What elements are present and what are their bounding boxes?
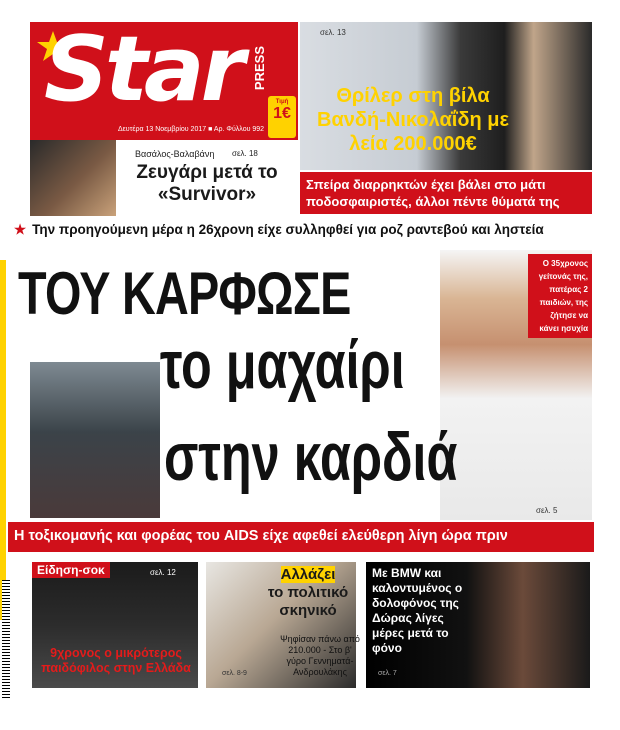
story-box-2-headline-b: το πολιτικό σκηνικό [267, 584, 349, 619]
story-box-2-page-ref: σελ. 8-9 [222, 670, 247, 677]
villa-page-ref: σελ. 13 [320, 28, 346, 37]
story-box-3-headline: Με BMW και καλοντυμένος ο δολοφόνος της Δώρας λίγες μέρες μετά το φόνο [372, 566, 463, 655]
masthead-logo: Star [44, 17, 241, 122]
price-value: 1€ [273, 105, 291, 122]
story-box-1-page-ref: σελ. 12 [150, 568, 176, 577]
lead-kicker-text: Την προηγούμενη μέρα η 26χρονη είχε συλληφθεί για ροζ ραντεβού και ληστεία [32, 222, 544, 237]
villa-subhead: Σπείρα διαρρηκτών έχει βάλει στο μάτι ποδοσφαιριστές, άλλοι πέντε θύματά της [306, 177, 560, 209]
price-label: Τιμή [275, 99, 289, 105]
lead-kicker [14, 222, 604, 238]
kicker-star-icon: ★ [14, 222, 27, 237]
story-box-2-sub: Ψηφίσαν πάνω από 210.000 - Στο β' γύρο Γεννηματά-Ανδρουλάκης [280, 634, 360, 677]
masthead-logo-sub: PRESS [252, 46, 267, 91]
story-box-1-headline: 9χρονος ο μικρότερος παιδόφιλος στην Ελλάδα [41, 646, 191, 675]
lead-subhead: Η τοξικομανής και φορέας του AIDS είχε αφεθεί ελεύθερη λίγη ώρα πριν [14, 528, 508, 544]
barcode [2, 580, 10, 700]
survivor-headline: Ζευγάρι μετά το «Survivor» [136, 162, 278, 205]
story-box-2-headline [262, 566, 354, 620]
story-box-2-headline-a: Αλλάζει [280, 566, 336, 583]
survivor-names: Βασάλος-Βαλαβάνη [135, 149, 215, 159]
suspect-photo [30, 362, 160, 518]
issue-date: Δευτέρα 13 Νοεμβρίου 2017 ■ Αρ. Φύλλου 992 [118, 126, 265, 133]
victim-caption: Ο 35χρονος γείτονάς της, πατέρας 2 παιδιών, της ζήτησε να κάνει ησυχία [528, 254, 592, 338]
survivor-couple-photo [30, 140, 116, 216]
price-badge [268, 96, 296, 138]
villa-headline: Θρίλερ στη βίλα Βανδή-Νικολαΐδη με λεία 200.000€ [317, 85, 509, 155]
story-box-1-tag: Είδηση-σοκ [32, 562, 110, 578]
lead-headline-line2: το μαχαίρι [160, 327, 405, 403]
lead-page-ref: σελ. 5 [536, 506, 558, 515]
lead-headline-line3: στην καρδιά [164, 419, 458, 495]
story-box-3-page-ref: σελ. 7 [378, 670, 397, 677]
lead-headline-line1: ΤΟΥ ΚΑΡΦΩΣΕ [18, 260, 351, 327]
side-strip [0, 260, 6, 620]
survivor-page-ref: σελ. 18 [232, 149, 258, 158]
